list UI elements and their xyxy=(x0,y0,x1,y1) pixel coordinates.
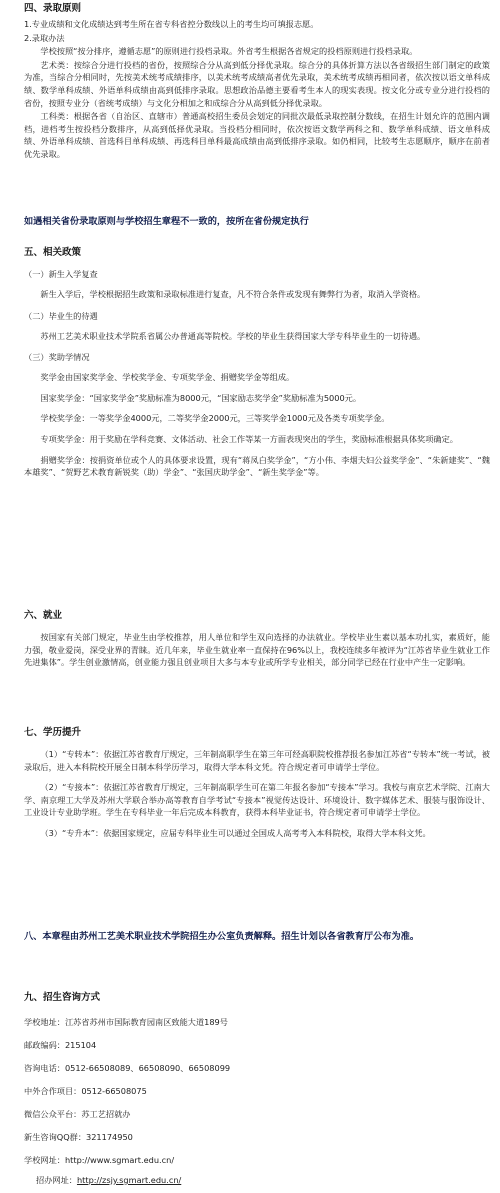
school-website-label: 学校网址： xyxy=(24,1155,65,1165)
wechat-account: 微信公众平台：苏工艺招就办 xyxy=(24,1109,131,1119)
paragraph: （3）“专升本”：依据国家规定，应届专科毕业生可以通过全国成人高考考入本科院校，取得大学本科文凭。 xyxy=(40,827,431,838)
section-heading: 五、相关政策 xyxy=(24,247,82,258)
paragraph: 学校按照“按分排序，遵循志愿”的原则进行投档录取。外省考生根据各省规定的投档原则进行投档录取。 xyxy=(40,46,418,57)
school-website-link[interactable]: http://www.sgmart.edu.cn/ xyxy=(64,1155,175,1165)
coop-project-phone: 中外合作项目：0512-66508075 xyxy=(24,1086,147,1096)
section-heading: 四、录取原则 xyxy=(24,3,82,14)
paragraph: 国家奖学金：“国家奖学金”奖励标准为8000元，“国家励志奖学金”奖励标准为5000元。 xyxy=(40,392,362,403)
paragraph: 按国家有关部门规定，毕业生由学校推荐，用人单位和学生双向选择的办法就业。学校毕业生素以基本功扎实，素质好，能力强，敬业爱岗，深受业界的青睐。近几年来，毕业生就业率一直保持在96%以上，我校连续多年被评为“江苏省毕业生就业工作先进集体”。学生创业激情高，创业能力强且创业项目大多与本专业或所学专业相关，部分同学已经在行业中产生一定影响。 xyxy=(24,632,490,668)
subheading: （三）奖助学情况 xyxy=(24,352,90,363)
paragraph: 新生入学后，学校根据招生政策和录取标准进行复查，凡不符合条件或发现有舞弊行为者，取消入学资格。 xyxy=(40,289,426,299)
section-contact xyxy=(24,991,490,1186)
interpretation-statement: 八、本章程由苏州工艺美术职业技术学院招生办公室负责解释。招生计划以各省教育厅公布为准。 xyxy=(24,931,420,942)
paragraph: 专项奖学金：用于奖励在学科竞赛、文体活动、社会工作等某一方面表现突出的学生，奖励标准根据具体奖项确定。 xyxy=(40,433,458,444)
paragraph: （1）“专转本”：依据江苏省教育厅规定，三年制高职学生在第三年可经高职院校推荐报名参加江苏省“专转本”统一考试，被录取后，进入本科院校开展全日制本科学历学习，取得大学本科文凭。符合规定者可申请学士学位。 xyxy=(24,749,490,772)
paragraph: 捐赠奖学金：按捐资单位或个人的具体要求设置，现有“蒋凤白奖学金”，“方小伟、李烟夫妇公益奖学金”、“朱新建奖”、“魏本雄奖”、“贺野艺术教育新锐奖（助）学金”、“张国庆助学金”、“新生奖学金”等。 xyxy=(24,454,490,478)
paragraph: 工科类：根据各省（自治区、直辖市）普通高校招生委员会划定的同批次最低录取控制分数线，在招生计划允许的范围内调档，进档考生按投档分数排序，从高到低择优录取。当投档分相同时，依次按语文数学两科之和、数学单科成绩、语文单科成绩、外语单科成绩、首选科目单科成绩、再选科目单科最高成绩由高到低排序录取。如仍相同，比较考生志愿顺序，顺序在前者优先录取。 xyxy=(24,111,490,159)
section-education-upgrade xyxy=(24,726,490,840)
paragraph: （2）“专接本”：依据江苏省教育厅规定，三年制高职学生可在第二年报名参加“专接本”学习。我校与南京艺术学院、江南大学、南京理工大学及苏州大学联合举办高等教育自学考试“专接本”视觉传达设计、环境设计、数字媒体艺术、服装与服饰设计、工业设计专业助学班。学生在专科毕业一年后完成本科教育，获得本科毕业证书，符合规定者可申请学士学位。 xyxy=(24,782,490,818)
subheading: （二）毕业生的待遇 xyxy=(24,310,98,321)
school-website-row xyxy=(24,1154,490,1166)
postcode: 邮政编码：215104 xyxy=(24,1040,97,1050)
school-address: 学校地址：江苏省苏州市国际教育园南区致能大道189号 xyxy=(24,1017,228,1027)
paragraph: 2.录取办法 xyxy=(24,32,65,43)
section-policies xyxy=(24,246,490,479)
section-heading: 六、就业 xyxy=(24,610,63,621)
subheading: （一）新生入学复查 xyxy=(24,269,98,279)
section-admission-principles xyxy=(24,2,490,161)
admission-website-label: 招办网址： xyxy=(36,1175,77,1185)
paragraph: 1.专业成绩和文化成绩达到考生所在省专科省控分数线以上的考生均可填报志愿。 xyxy=(24,19,319,29)
section-heading: 九、招生咨询方式 xyxy=(24,992,101,1003)
province-rule-note: 如遇相关省份录取原则与学校招生章程不一致的，按所在省份规定执行 xyxy=(24,216,309,227)
phone: 咨询电话：0512-66508089、66508090、66508099 xyxy=(24,1063,231,1073)
admission-website-link[interactable]: http://zsjy.sgmart.edu.cn/ xyxy=(76,1175,182,1185)
paragraph: 苏州工艺美术职业技术学院系省属公办普通高等院校。学校的毕业生获得国家大学专科毕业生的一切待遇。 xyxy=(40,330,426,341)
admission-website-row xyxy=(24,1174,490,1186)
qq-group: 新生咨询QQ群：321174950 xyxy=(24,1132,133,1142)
section-employment xyxy=(24,609,490,669)
paragraph: 艺术类：按综合分进行投档的省份，按照综合分从高到低分择优录取。综合分的具体折算方法以各省级招生部门制定的政策为准，当综合分相同时，先按美术统考成绩排序，以美术统考成绩高者优先录取，美术统考成绩再相同者，依次按以语文单科成绩、数学单科成绩、外语单科成绩由高到低排序录取。思想政治品德主要看考生本人的现实表现。按文化分或专业分进行投档的省份，按照专业分（省统考成绩）与文化分相加之和成综合分从高到低分择优录取。 xyxy=(24,59,490,108)
section-heading: 七、学历提升 xyxy=(24,727,82,738)
paragraph: 奖学金由国家奖学金、学校奖学金、专项奖学金、捐赠奖学金等组成。 xyxy=(40,372,295,383)
paragraph: 学校奖学金：一等奖学金4000元，二等奖学金2000元，三等奖学金1000元及各类专项奖学金。 xyxy=(40,413,390,424)
